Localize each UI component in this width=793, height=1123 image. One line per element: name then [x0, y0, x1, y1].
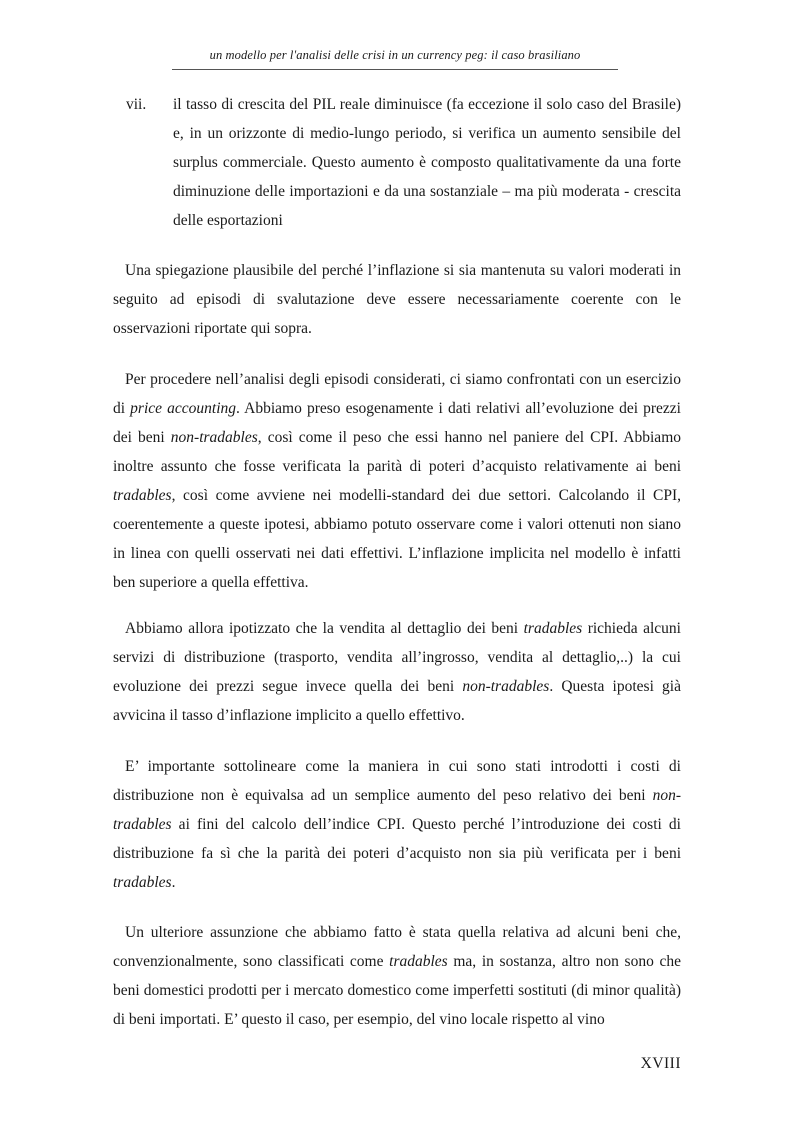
paragraph-3	[113, 614, 681, 730]
paragraph-2	[113, 365, 681, 597]
italic-term: non-tradables	[113, 787, 681, 833]
running-header: un modello per l'analisi delle crisi in un currency peg: il caso brasiliano	[209, 48, 581, 62]
text-run: ma, in sostanza, altro non sono che beni domestici prodotti per i mercato domestico come imperfetti sostituti (di minor qualità) di beni importati. E’ questo il caso, per esempio, del vino locale rispetto al vino	[113, 953, 681, 1028]
page-number: XVIII	[640, 1055, 681, 1072]
list-marker: vii.	[126, 96, 147, 113]
italic-term: tradables	[113, 874, 172, 891]
text-run: ai fini del calcolo dell’indice CPI. Questo perché l’introduzione dei costi di distribuzione fa sì che la parità dei poteri d’acquisto non sia più verificata per i beni	[113, 816, 681, 862]
italic-term: tradables	[113, 487, 172, 504]
text-run: E’ importante sottolineare come la maniera in cui sono stati introdotti i costi di distribuzione non è equivalsa ad un semplice aumento del peso relativo dei beni	[113, 758, 681, 804]
text-run: Un ulteriore assunzione che abbiamo fatto è stata quella relativa ad alcuni beni che, convenzionalmente, sono classificati come	[113, 924, 681, 970]
italic-term: tradables	[523, 620, 583, 637]
text-run: Abbiamo allora ipotizzato che la vendita al dettaglio dei beni	[125, 620, 524, 637]
italic-term: non-tradables	[462, 678, 550, 695]
text-run: , così come avviene nei modelli-standard dei due settori. Calcolando il CPI, coerentemente a queste ipotesi, abbiamo potuto osservare come i valori ottenuti non siano in linea con quelli osservati nei dati effettivi. L’inflazione implicita nel modello è infatti ben superiore a quella effettiva.	[113, 487, 681, 591]
list-item-text: il tasso di crescita del PIL reale diminuisce (fa eccezione il solo caso del Brasile) e, in un orizzonte di medio-lungo periodo, si verifica un aumento sensibile del surplus commerciale. Questo aumento è composto qualitativamente da una forte diminuzione delle importazioni e da una sostanziale – ma più moderata - crescita delle esportazioni	[173, 96, 681, 229]
paragraph-1	[113, 256, 681, 343]
text-run: . Questa ipotesi già avvicina il tasso d’inflazione implicito a quello effettivo.	[113, 678, 681, 724]
text-run: Per procedere nell’analisi degli episodi considerati, ci siamo confrontati con un esercizio di	[113, 371, 681, 417]
text-run: richieda alcuni servizi di distribuzione (trasporto, vendita all’ingrosso, vendita al dettaglio,..) la cui evoluzione dei prezzi segue invece quella dei beni	[113, 620, 681, 695]
paragraph-5	[113, 918, 681, 1034]
text-run: Una spiegazione plausibile del perché l’inflazione si sia mantenuta su valori moderati in seguito ad episodi di svalutazione deve essere necessariamente coerente con le osservazioni riportate qui sopra.	[113, 262, 681, 337]
paragraph-4	[113, 752, 681, 897]
text-run: . Abbiamo preso esogenamente i dati relativi all’evoluzione dei prezzi dei beni	[113, 400, 681, 446]
text-run: .	[171, 874, 176, 891]
header-rule	[172, 69, 618, 70]
italic-term: price accounting	[130, 400, 237, 417]
italic-term: tradables	[389, 953, 448, 970]
text-run: , così come il peso che essi hanno nel paniere del CPI. Abbiamo inoltre assunto che fosse verificata la parità di poteri d’acquisto relativamente ai beni	[113, 429, 681, 475]
italic-term: non-tradables	[170, 429, 258, 446]
